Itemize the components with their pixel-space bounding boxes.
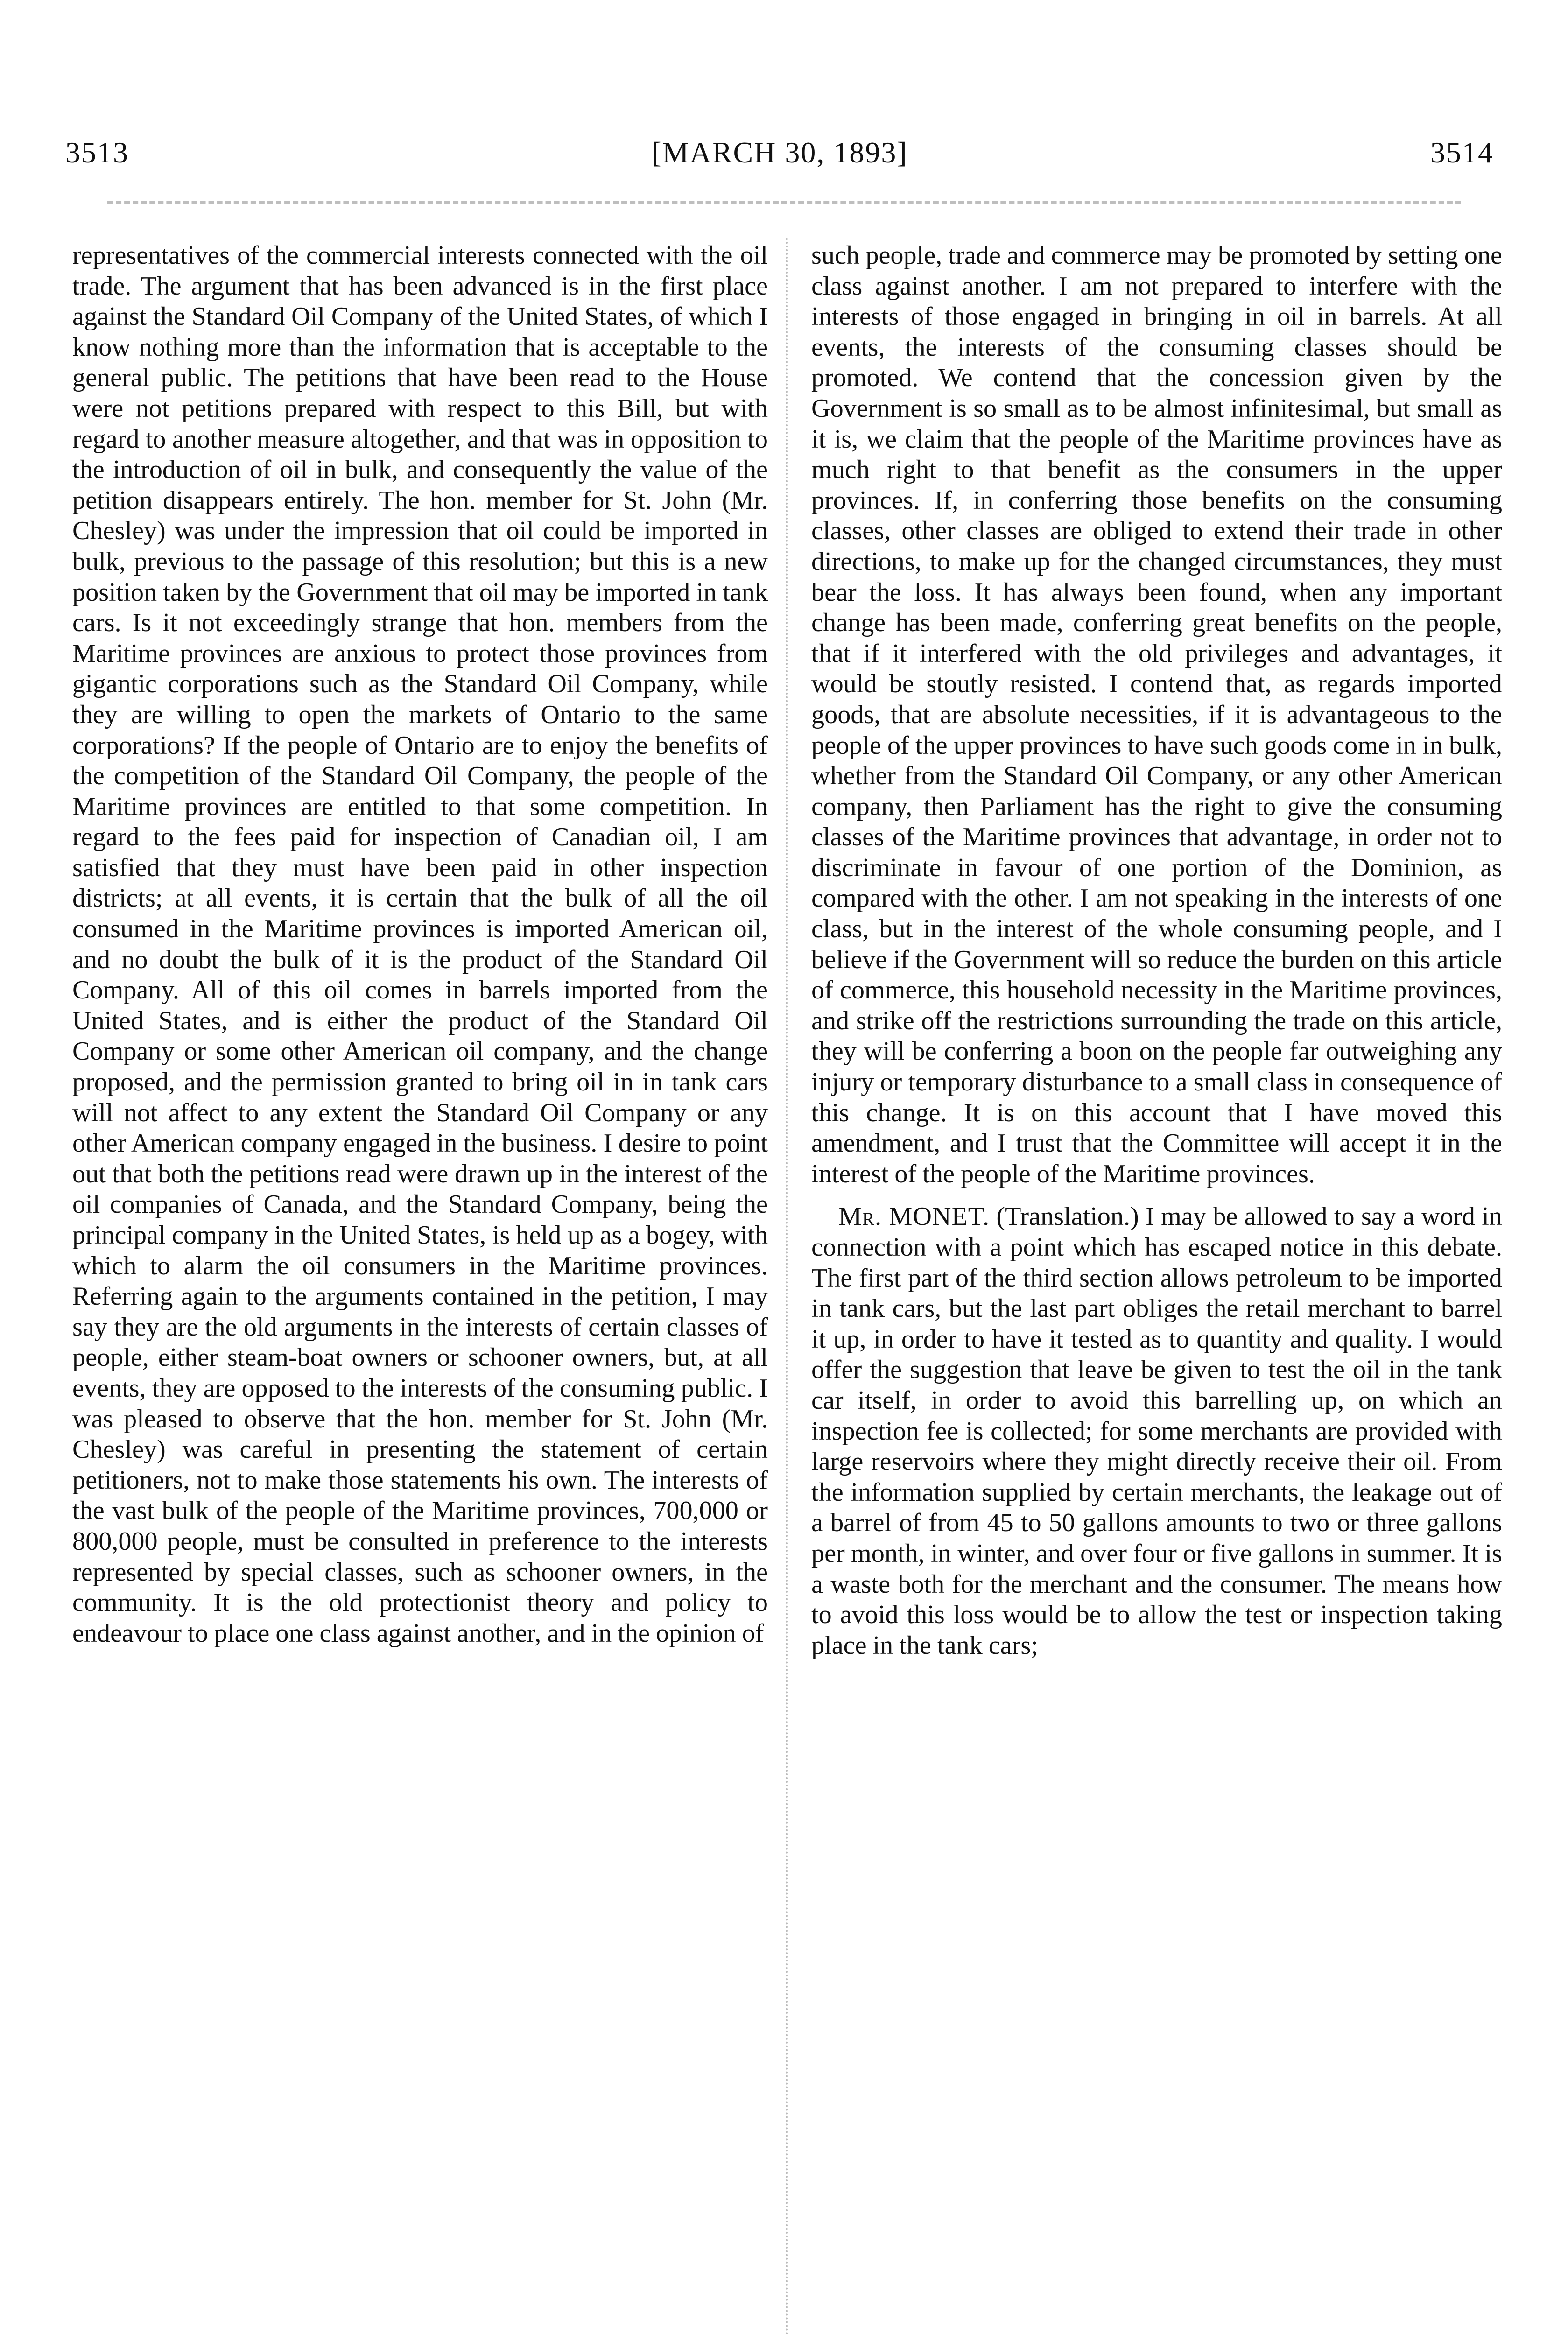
left-column	[72, 240, 768, 1649]
page-date: [MARCH 30, 1893]	[651, 136, 908, 169]
column-divider	[786, 238, 788, 2334]
page-header	[65, 135, 1494, 177]
right-column	[811, 240, 1502, 1661]
speaker-name: Mr. MONET.	[838, 1202, 990, 1231]
page-number-right: 3514	[1430, 136, 1494, 169]
speech-text: (Translation.) I may be allowed to say a word in connection with a point which has escaped notice in this debate. The first part of the third section allows petroleum to be imported in tank cars, but the last part obliges the retail merchant to barrel it up, in order to have it tested as to quantity and quality. I would offer the suggestion that leave be given to test the oil in the tank car itself, in order to avoid this barrelling up, on which an inspection fee is collected; for some merchants are provided with large reservoirs where they might directly receive their oil. From the information supplied by certain merchants, the leakage out of a barrel of from 45 to 50 gallons amounts to two or three gallons per month, in winter, and over four or five gallons in summer. It is a waste both for the merchant and the consumer. The means how to avoid this loss would be to allow the test or inspection taking place in the tank cars;	[811, 1202, 1503, 1660]
page-number-left: 3513	[65, 136, 129, 169]
right-column-paragraph-2	[811, 1202, 1502, 1661]
left-column-text: representatives of the commercial interests connected with the oil trade. The argument that has been advanced is in the first place against the Standard Oil Company of the United States, of which I know nothing more than the information that is acceptable to the general public. The petitions that have been read to the House were not petitions prepared with respect to this Bill, but with regard to another measure altogether, and that was in opposition to the introduction of oil in bulk, and consequently the value of the petition disappears entirely. The hon. member for St. John (Mr. Chesley) was under the impression that oil could be imported in bulk, previous to the passage of this resolution; but this is a new position taken by the Government that oil may be imported in tank cars. Is it not exceedingly strange that hon. members from the Maritime provinces are anxious to protect those provinces from gigantic corporations such as the Standard Oil Company, while they are willing to open the markets of Ontario to the same corporations? If the people of Ontario are to enjoy the benefits of the competition of the Standard Oil Company, the people of the Maritime provinces are entitled to that some competition. In regard to the fees paid for inspection of Canadian oil, I am satisfied that they must have been paid in other inspection districts; at all events, it is certain that the bulk of all the oil consumed in the Maritime provinces is imported American oil, and no doubt the bulk of it is the product of the Standard Oil Company. All of this oil comes in barrels imported from the United States, and is either the product of the Standard Oil Company or some other American oil company, and the change proposed, and the permission granted to bring oil in in tank cars will not affect to any extent the Standard Oil Company or any other American company engaged in the business. I desire to point out that both the petitions read were drawn up in the interest of the oil companies of Canada, and the Standard Company, being the principal company in the United States, is held up as a bogey, with which to alarm the oil consumers in the Maritime provinces. Referring again to the arguments contained in the petition, I may say they are the old arguments in the interests of certain classes of people, either steam-boat owners or schooner owners, but, at all events, they are opposed to the interests of the consuming public. I was pleased to observe that the hon. member for St. John (Mr. Chesley) was careful in presenting the statement of certain petitioners, not to make those statements his own. The interests of the vast bulk of the people of the Maritime provinces, 700,000 or 800,000 people, must be consulted in preference to the interests represented by special classes, such as schooner owners, in the community. It is the old protectionist theory and policy to endeavour to place one class against another, and in the opinion of	[72, 241, 768, 1648]
right-column-paragraph-1: such people, trade and commerce may be promoted by setting one class against another. I am not prepared to interfere with the interests of those engaged in bringing in oil in barrels. At all events, the interests of the consuming classes should be promoted. We contend that the concession given by the Government is so small as to be almost infinitesimal, but small as it is, we claim that the people of the Maritime provinces have as much right to that benefit as the consumers in the upper provinces. If, in conferring those benefits on the consuming classes, other classes are obliged to extend their trade in other directions, to make up for the changed circumstances, they must bear the loss. It has always been found, when any important change has been made, conferring great benefits on the people, that if it interfered with the old privileges and advantages, it would be stoutly resisted. I contend that, as regards imported goods, that are absolute necessities, if it is advantageous to the people of the upper provinces to have such goods come in in bulk, whether from the Standard Oil Company, or any other American company, then Parliament has the right to give the consuming classes of the Maritime provinces that advantage, in order not to discriminate in favour of one portion of the Dominion, as compared with the other. I am not speaking in the interests of one class, but in the interest of the whole consuming people, and I believe if the Government will so reduce the burden on this article of commerce, this household necessity in the Maritime provinces, and strike off the restrictions surrounding the trade on this article, they will be conferring a boon on the people far outweighing any injury or temporary disturbance to a small class in consequence of this change. It is on this account that I have moved this amendment, and I trust that the Committee will accept it in the interest of the people of the Maritime provinces.	[811, 241, 1502, 1188]
header-rule	[107, 201, 1461, 204]
